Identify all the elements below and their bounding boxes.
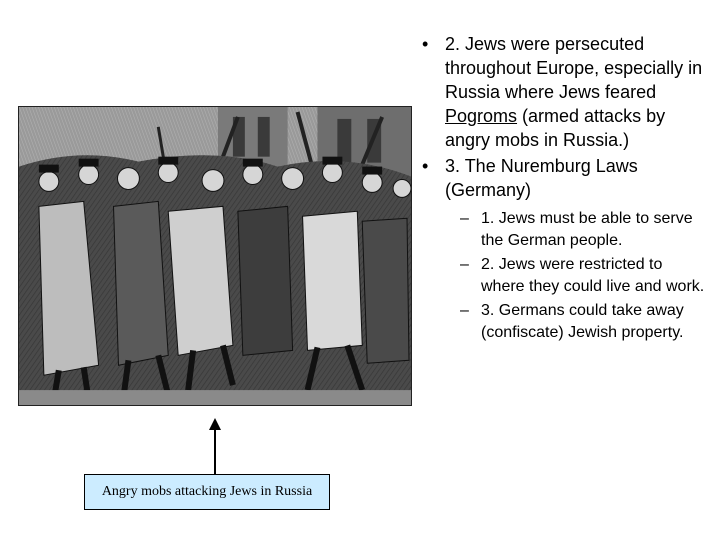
sub-bullet-item — [418, 254, 708, 298]
crowd-illustration — [19, 107, 411, 405]
bullet-text: 3. The Nuremburg Laws (Germany) — [445, 156, 638, 200]
sub-bullet-list — [418, 208, 708, 344]
arrow-shaft — [214, 428, 216, 474]
sub-bullet-text: 3. Germans could take away (confiscate) Jewish property. — [481, 302, 684, 341]
bullet-text-end: (armed attacks by angry mobs in Russia.) — [445, 106, 666, 150]
dash-marker: – — [460, 302, 469, 319]
bullet-marker: • — [422, 156, 429, 176]
sub-bullet-item — [418, 300, 708, 344]
bullet-text: 2. Jews were persecuted throughout Europe, especially in Russia where Jews feared — [445, 34, 703, 102]
sub-bullet-text: 2. Jews were restricted to where they could live and work. — [481, 256, 705, 295]
bullet-item-nuremburg-laws — [418, 154, 708, 202]
dash-marker: – — [460, 256, 469, 273]
image-caption: Angry mobs attacking Jews in Russia — [84, 474, 330, 510]
bullet-item-pogroms — [418, 32, 708, 152]
bullet-marker: • — [422, 34, 429, 54]
bullet-list — [418, 32, 708, 346]
engraving-image — [18, 106, 412, 406]
dash-marker: – — [460, 210, 469, 227]
sub-bullet-item — [418, 208, 708, 252]
pogroms-term: Pogroms — [445, 106, 518, 126]
sub-bullet-text: 1. Jews must be able to serve the German people. — [481, 210, 693, 249]
